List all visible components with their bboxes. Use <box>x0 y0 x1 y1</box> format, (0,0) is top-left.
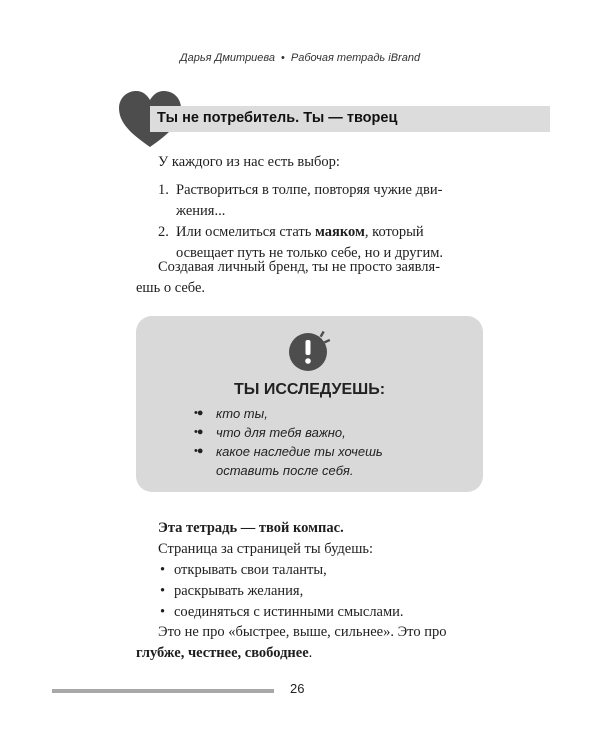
choices-list <box>158 180 488 264</box>
compass-subtitle: Страница за страницей ты будешь: <box>158 541 374 557</box>
bullet-icon: •● <box>194 426 203 438</box>
bullet-icon: • <box>160 562 166 578</box>
callout-list <box>192 404 432 480</box>
list-item <box>158 560 488 581</box>
header-book-title: Рабочая тетрадь iBrand <box>290 52 421 64</box>
closing-bold: глубже, честнее, свободнее <box>136 645 309 661</box>
section-title: Ты не потребитель. Ты — творец <box>157 110 398 126</box>
list-item <box>192 442 432 480</box>
page-number: 26 <box>290 681 305 696</box>
action-3: соединяться с истинными смыслами. <box>174 604 404 620</box>
actions-list <box>158 560 488 623</box>
closing-end: . <box>308 645 313 661</box>
intro-text: У каждого из нас есть выбор: <box>158 154 340 170</box>
bullet-icon: •● <box>194 407 203 419</box>
action-1: открывать свои таланты, <box>174 562 327 578</box>
bullet-icon: • <box>160 583 166 599</box>
callout-item-3: какое наследие ты хочешь оставить после себя. <box>216 444 383 478</box>
running-header <box>0 52 600 64</box>
brand-paragraph <box>136 257 496 299</box>
header-separator: • <box>281 52 285 64</box>
callout-item-2: что для тебя важно, <box>216 425 346 440</box>
list-number: 2. <box>158 224 169 240</box>
list-number: 1. <box>158 182 169 198</box>
header-author: Дарья Дмитриева <box>179 52 276 64</box>
choice-1-line2: жения... <box>176 203 226 219</box>
footer-divider <box>52 689 274 693</box>
compass-title: Эта тетрадь — твой компас. <box>158 520 344 536</box>
closing-line1: Это не про «быстрее, выше, сильнее». Это про <box>158 624 447 640</box>
exclamation-icon <box>284 328 334 372</box>
choice-2-line2: освещает путь не только себе, но и другим. <box>176 245 444 261</box>
list-item <box>158 180 488 222</box>
list-item <box>158 581 488 602</box>
closing-paragraph <box>136 622 496 664</box>
choice-1-line1: Раствориться в толпе, повторяя чужие дви- <box>176 182 443 198</box>
choice-2-bold: маяком <box>315 224 365 240</box>
brand-line1: Создавая личный бренд, ты не просто заявля- <box>158 259 441 275</box>
bullet-icon: • <box>160 604 166 620</box>
list-item <box>192 404 432 423</box>
brand-line2: ешь о себе. <box>136 280 206 296</box>
action-2: раскрывать желания, <box>174 583 304 599</box>
compass-paragraph <box>158 518 488 560</box>
choice-2-pre: Или осмелиться стать <box>176 224 316 240</box>
callout-item-1: кто ты, <box>216 406 268 421</box>
list-item <box>158 602 488 623</box>
choice-2-post: , который <box>364 224 424 240</box>
bullet-icon: •● <box>194 445 203 457</box>
callout-title: ТЫ ИССЛЕДУЕШЬ: <box>233 381 386 398</box>
list-item <box>192 423 432 442</box>
